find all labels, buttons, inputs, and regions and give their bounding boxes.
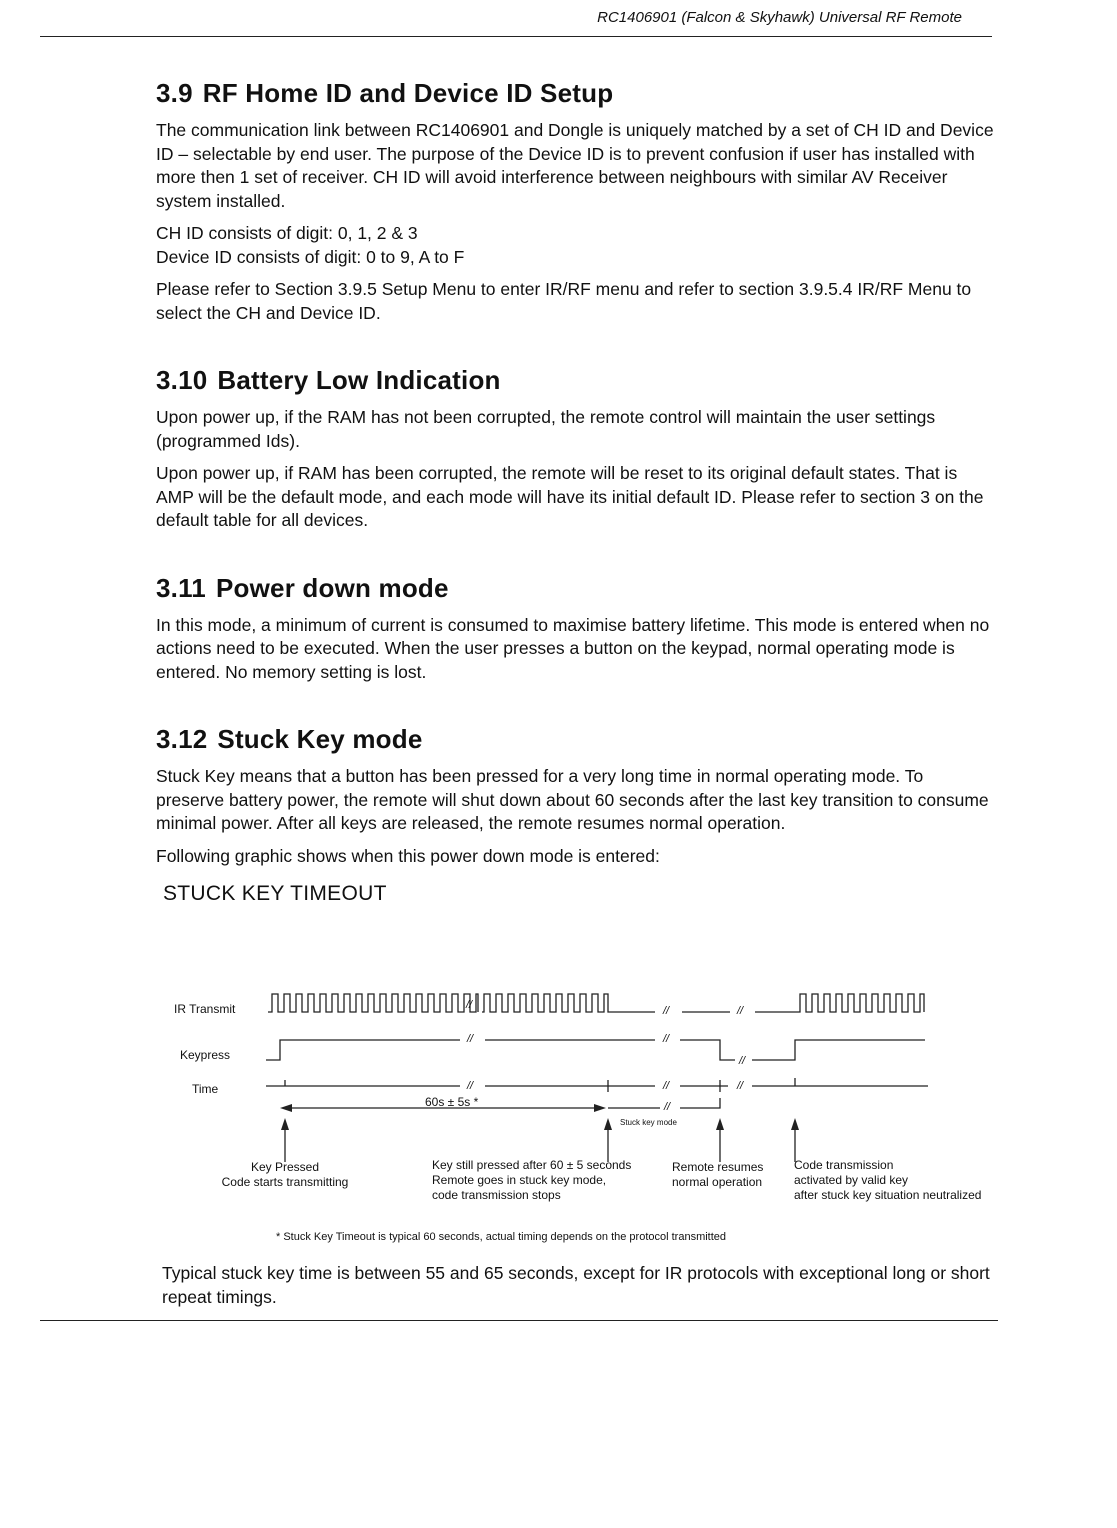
break-mark: //	[739, 1055, 746, 1067]
paragraph: Please refer to Section 3.9.5 Setup Menu to enter IR/RF menu and refer to section 3.9.5.4 IR/RF Menu to select the CH and Device ID.	[156, 279, 972, 323]
section-battery-low	[156, 365, 996, 533]
timing-svg	[0, 980, 1117, 1250]
section-heading: 3.12 Stuck Key mode	[156, 724, 423, 754]
stuck-key-diagram	[0, 980, 1117, 1250]
time-ticks	[285, 1078, 795, 1092]
closing-paragraph: Typical stuck key time is between 55 and 65 seconds, except for IR protocols with exceptional long or short repeat timings.	[162, 1263, 990, 1307]
break-mark: //	[466, 999, 473, 1011]
annotation-still-pressed: Key still pressed after 60 ± 5 seconds Remote goes in stuck key mode, code transmission stops	[432, 1158, 632, 1202]
paragraph: CH ID consists of digit: 0, 1, 2 & 3	[156, 223, 418, 243]
paragraph: In this mode, a minimum of current is consumed to maximise battery lifetime. This mode is entered when no actions need to be executed. When the user presses a button on the keypad, normal operating mode is entered. No memory setting is lost.	[156, 614, 990, 682]
section-power-down	[156, 573, 996, 685]
header-title: RC1406901 (Falcon & Skyhawk) Universal RF Remote	[597, 9, 962, 26]
row-label-keypress: Keypress	[180, 1048, 231, 1062]
ir-pulse-train-3	[755, 994, 924, 1012]
pointer-arrow-4	[791, 1118, 799, 1130]
pointer-arrow-1	[281, 1118, 289, 1130]
annotation-resumes: Remote resumes normal operation	[672, 1160, 764, 1189]
row-label-time: Time	[192, 1082, 219, 1096]
footer-rule	[40, 1320, 998, 1321]
paragraph: The communication link between RC1406901 and Dongle is uniquely matched by a set of CH ID and Device ID – selectable by end user. The purpose of the Device ID is to prevent confusion if user has installed with more then 1 set of receiver. CH ID will avoid interference between neighbours with similar AV Receiver system installed.	[156, 120, 994, 211]
paragraph: Upon power up, if RAM has been corrupted, the remote will be reset to its original default states. That is AMP will be the default mode, and each mode will have its initial default ID. Please refer to section 3 on the default table for all devices.	[156, 463, 984, 530]
section-rf-home-id	[156, 78, 996, 325]
pointer-arrow-3	[716, 1118, 724, 1130]
diagram-title: STUCK KEY TIMEOUT	[163, 882, 387, 905]
duration-arrow-left	[280, 1104, 292, 1112]
break-mark: //	[664, 1101, 671, 1113]
paragraph: Device ID consists of digit: 0 to 9, A to F	[156, 246, 465, 267]
header-rule	[40, 36, 992, 37]
break-mark: //	[737, 1080, 744, 1092]
ir-pulse-train-2	[482, 994, 655, 1012]
section-heading: 3.9 RF Home ID and Device ID Setup	[156, 78, 614, 108]
paragraph: Stuck Key means that a button has been pressed for a very long time in normal operating mode. To preserve battery power, the remote will shut down about 60 seconds after the last key transition to consume minimal power. After all keys are released, the remote resumes normal operation.	[156, 766, 989, 833]
section-stuck-key	[156, 724, 996, 868]
diagram-footnote: * Stuck Key Timeout is typical 60 seconds, actual timing depends on the protocol transmitted	[276, 1231, 727, 1243]
duration-label: 60s ± 5s *	[425, 1095, 479, 1109]
paragraph: Following graphic shows when this power down mode is entered:	[156, 845, 660, 866]
ir-pulse-train-1	[268, 994, 478, 1012]
annotation-key-pressed: Key Pressed Code starts transmitting	[221, 1160, 349, 1189]
break-mark: //	[467, 1033, 474, 1045]
annotation-code-transmission: Code transmission activated by valid key after stuck key situation neutralized	[794, 1158, 982, 1202]
section-heading: 3.11 Power down mode	[156, 572, 449, 603]
stuck-mode-label: Stuck key mode	[620, 1118, 677, 1127]
pointer-arrow-2	[604, 1118, 612, 1130]
break-mark: //	[663, 1080, 670, 1092]
break-mark: //	[467, 1080, 474, 1092]
break-mark: //	[663, 1033, 670, 1045]
section-heading: 3.10 Battery Low Indication	[156, 365, 501, 395]
duration-arrow-right	[594, 1104, 606, 1112]
keypress-line	[266, 1040, 925, 1060]
row-label-ir: IR Transmit	[174, 1002, 236, 1016]
paragraph: Upon power up, if the RAM has not been corrupted, the remote control will maintain the user settings (programmed Ids).	[156, 407, 936, 451]
document-body	[156, 78, 996, 906]
break-mark: //	[663, 1005, 670, 1017]
break-mark: //	[737, 1005, 744, 1017]
